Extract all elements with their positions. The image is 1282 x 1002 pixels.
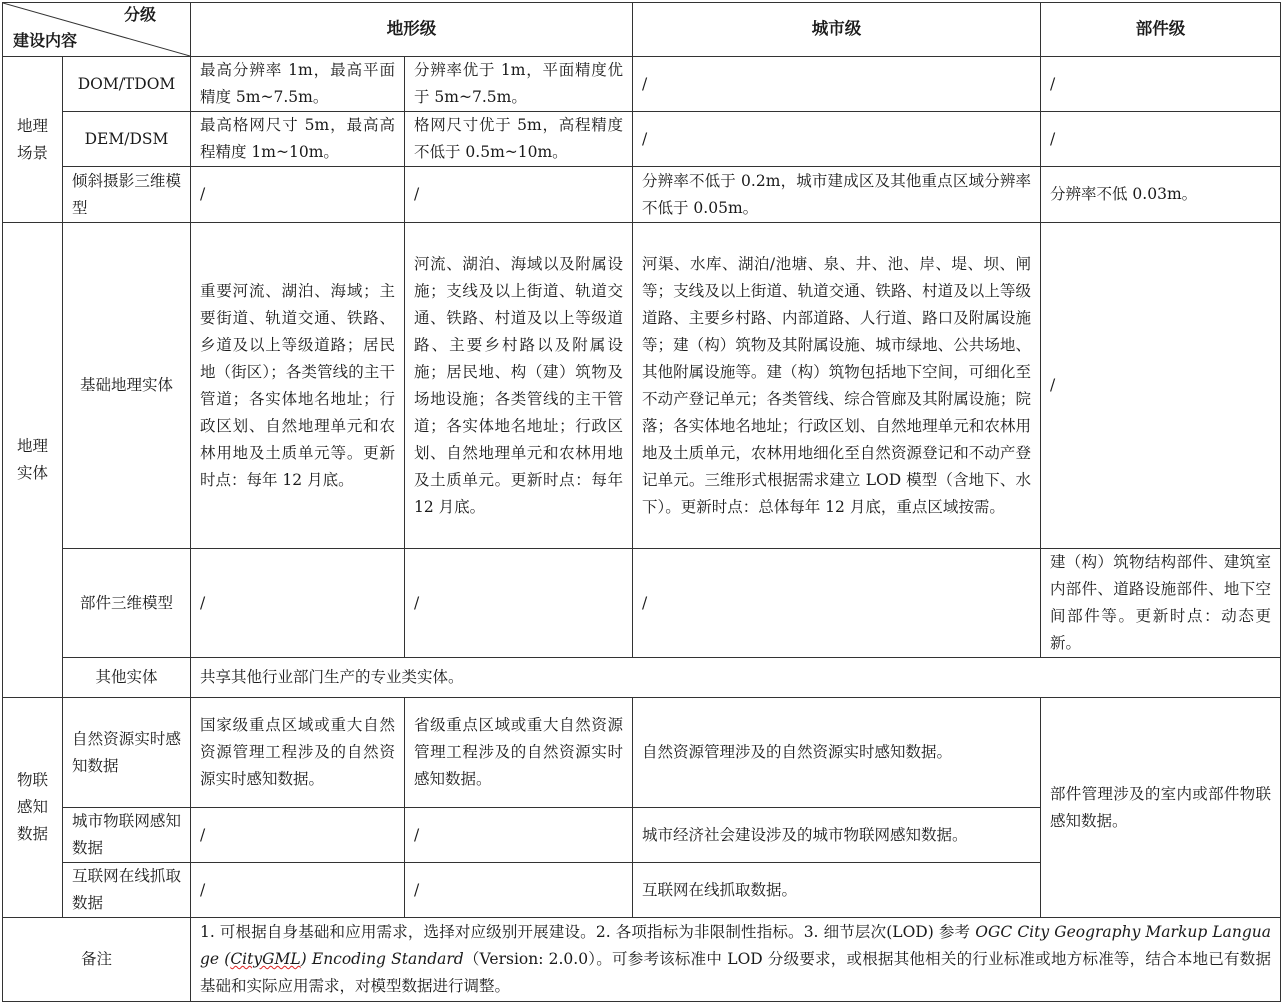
notes-label: 备注 <box>3 918 191 1002</box>
cell-component-component: 建（构）筑物结构部件、建筑室内部件、道路设施部件、地下空间部件等。更新时点：动态更新。 <box>1041 549 1281 658</box>
cell-nature-terrain2: 省级重点区域或重大自然资源管理工程涉及的自然资源实时感知数据。 <box>405 698 633 808</box>
group-iot <box>3 698 63 918</box>
cell-component-city: / <box>633 549 1041 658</box>
group-geo-entity <box>3 223 63 698</box>
cell-nature-city: 自然资源管理涉及的自然资源实时感知数据。 <box>633 698 1041 808</box>
spec-table <box>2 2 1281 1002</box>
row-name-dom: DOM/TDOM <box>63 57 191 112</box>
cell-basic-city: 河渠、水库、湖泊/池塘、泉、井、池、岸、堤、坝、闸等；支线及以上街道、轨道交通、铁路、村道及以上等级道路、主要乡村路、内部道路、人行道、路口及附属设施等；建（构）筑物及其附属设施、城市绿地、公共场地、其他附属设施等。建（构）筑物包括地下空间，可细化至不动产登记单元；各类管线、综合管廊及其附属设施；院落；各实体地名地址；行政区划、自然地理单元和农林用地及土质单元，农林用地细化至自然资源登记和不动产登记单元。三维形式根据需求建立 LOD 模型（含地下、水下）。更新时点：总体每年 12 月底，重点区域按需。 <box>633 223 1041 549</box>
notes-text <box>191 918 1281 1002</box>
notes-part2: （Version: 2.0.0）。可参考该标准中 LOD 分级要求，或根据其他相关的行业标准或地方标准等，结合本地已有数据基础和实际应用需求，对模型数据进行调整。 <box>200 950 1272 995</box>
cell-dom-component: / <box>1041 57 1281 112</box>
cell-dem-component: / <box>1041 112 1281 167</box>
cell-oblique-terrain1: / <box>191 167 405 223</box>
cell-webiot-terrain1: / <box>191 863 405 918</box>
corner-cell <box>3 3 191 57</box>
cell-iot-component: 部件管理涉及的室内或部件物联感知数据。 <box>1041 698 1281 918</box>
cell-component-terrain1: / <box>191 549 405 658</box>
group-label: 物联 感知 数据 <box>16 771 48 843</box>
group-label: 地理 场景 <box>16 116 48 162</box>
cell-dem-terrain1: 最高格网尺寸 5m，最高高程精度 1m~10m。 <box>191 112 405 167</box>
corner-level-label: 分级 <box>123 7 156 24</box>
cell-dem-city: / <box>633 112 1041 167</box>
cell-other-shared: 共享其他行业部门生产的专业类实体。 <box>191 658 1281 698</box>
notes-row <box>3 918 1281 1002</box>
cell-cityiot-terrain2: / <box>405 808 633 863</box>
cell-basic-terrain2: 河流、湖泊、海域以及附属设施；支线及以上街道、轨道交通、铁路、村道及以上等级道路、主要乡村路以及附属设施；居民地、构（建）筑物及场地设施；各类管线的主干管道；各实体地名地址；行政区划、自然地理单元和农林用地及土质单元。更新时点：每年 12 月底。 <box>405 223 633 549</box>
row-name-web-iot: 互联网在线抓取数据 <box>63 863 191 918</box>
cell-oblique-city: 分辨率不低于 0.2m，城市建成区及其他重点区域分辨率不低于 0.05m。 <box>633 167 1041 223</box>
row-name-nature-iot: 自然资源实时感知数据 <box>63 698 191 808</box>
cell-dom-terrain1: 最高分辨率 1m，最高平面精度 5m~7.5m。 <box>191 57 405 112</box>
notes-standard-1: OGC City Geography Markup Language ( <box>200 923 1272 968</box>
cell-webiot-city: 互联网在线抓取数据。 <box>633 863 1041 918</box>
header-component-level: 部件级 <box>1041 3 1281 57</box>
table-row <box>3 57 1281 112</box>
cell-basic-component: / <box>1041 223 1281 549</box>
group-geo-scene <box>3 57 63 223</box>
group-label: 地理 实体 <box>16 437 48 482</box>
cell-nature-terrain1: 国家级重点区域或重大自然资源管理工程涉及的自然资源实时感知数据。 <box>191 698 405 808</box>
header-terrain-level: 地形级 <box>191 3 633 57</box>
table-row <box>3 549 1281 658</box>
cell-dom-city: / <box>633 57 1041 112</box>
cell-oblique-terrain2: / <box>405 167 633 223</box>
cell-oblique-component: 分辨率不低 0.03m。 <box>1041 167 1281 223</box>
table-row <box>3 698 1281 808</box>
table-row <box>3 223 1281 549</box>
row-name-city-iot: 城市物联网感知数据 <box>63 808 191 863</box>
row-name-component-model: 部件三维模型 <box>63 549 191 658</box>
cell-webiot-terrain2: / <box>405 863 633 918</box>
cell-cityiot-city: 城市经济社会建设涉及的城市物联网感知数据。 <box>633 808 1041 863</box>
row-name-dem: DEM/DSM <box>63 112 191 167</box>
cell-component-terrain2: / <box>405 549 633 658</box>
cell-dem-terrain2: 格网尺寸优于 5m，高程精度不低于 0.5m~10m。 <box>405 112 633 167</box>
row-name-oblique: 倾斜摄影三维模型 <box>63 167 191 223</box>
header-city-level: 城市级 <box>633 3 1041 57</box>
cell-basic-terrain1: 重要河流、湖泊、海域；主要街道、轨道交通、铁路、乡道及以上等级道路；居民地（街区）；各类管线的主干管道；各实体地名地址；行政区划、自然地理单元和农林用地及土质单元等。更新时点：每年 12 月底。 <box>191 223 405 549</box>
table-row <box>3 167 1281 223</box>
cell-cityiot-terrain1: / <box>191 808 405 863</box>
row-name-basic: 基础地理实体 <box>63 223 191 549</box>
notes-citygml: CityGML <box>230 950 301 968</box>
cell-dom-terrain2: 分辨率优于 1m，平面精度优于 5m~7.5m。 <box>405 57 633 112</box>
corner-content-label: 建设内容 <box>13 33 78 50</box>
notes-standard-2: ) Encoding Standard <box>300 950 464 968</box>
table-row <box>3 658 1281 698</box>
table-row <box>3 112 1281 167</box>
row-name-other: 其他实体 <box>63 658 191 698</box>
header-row <box>3 3 1281 57</box>
notes-part1: 1. 可根据自身基础和应用需求，选择对应级别开展建设。2. 各项指标为非限制性指标。3. 细节层次(LOD) 参考 <box>200 923 976 941</box>
